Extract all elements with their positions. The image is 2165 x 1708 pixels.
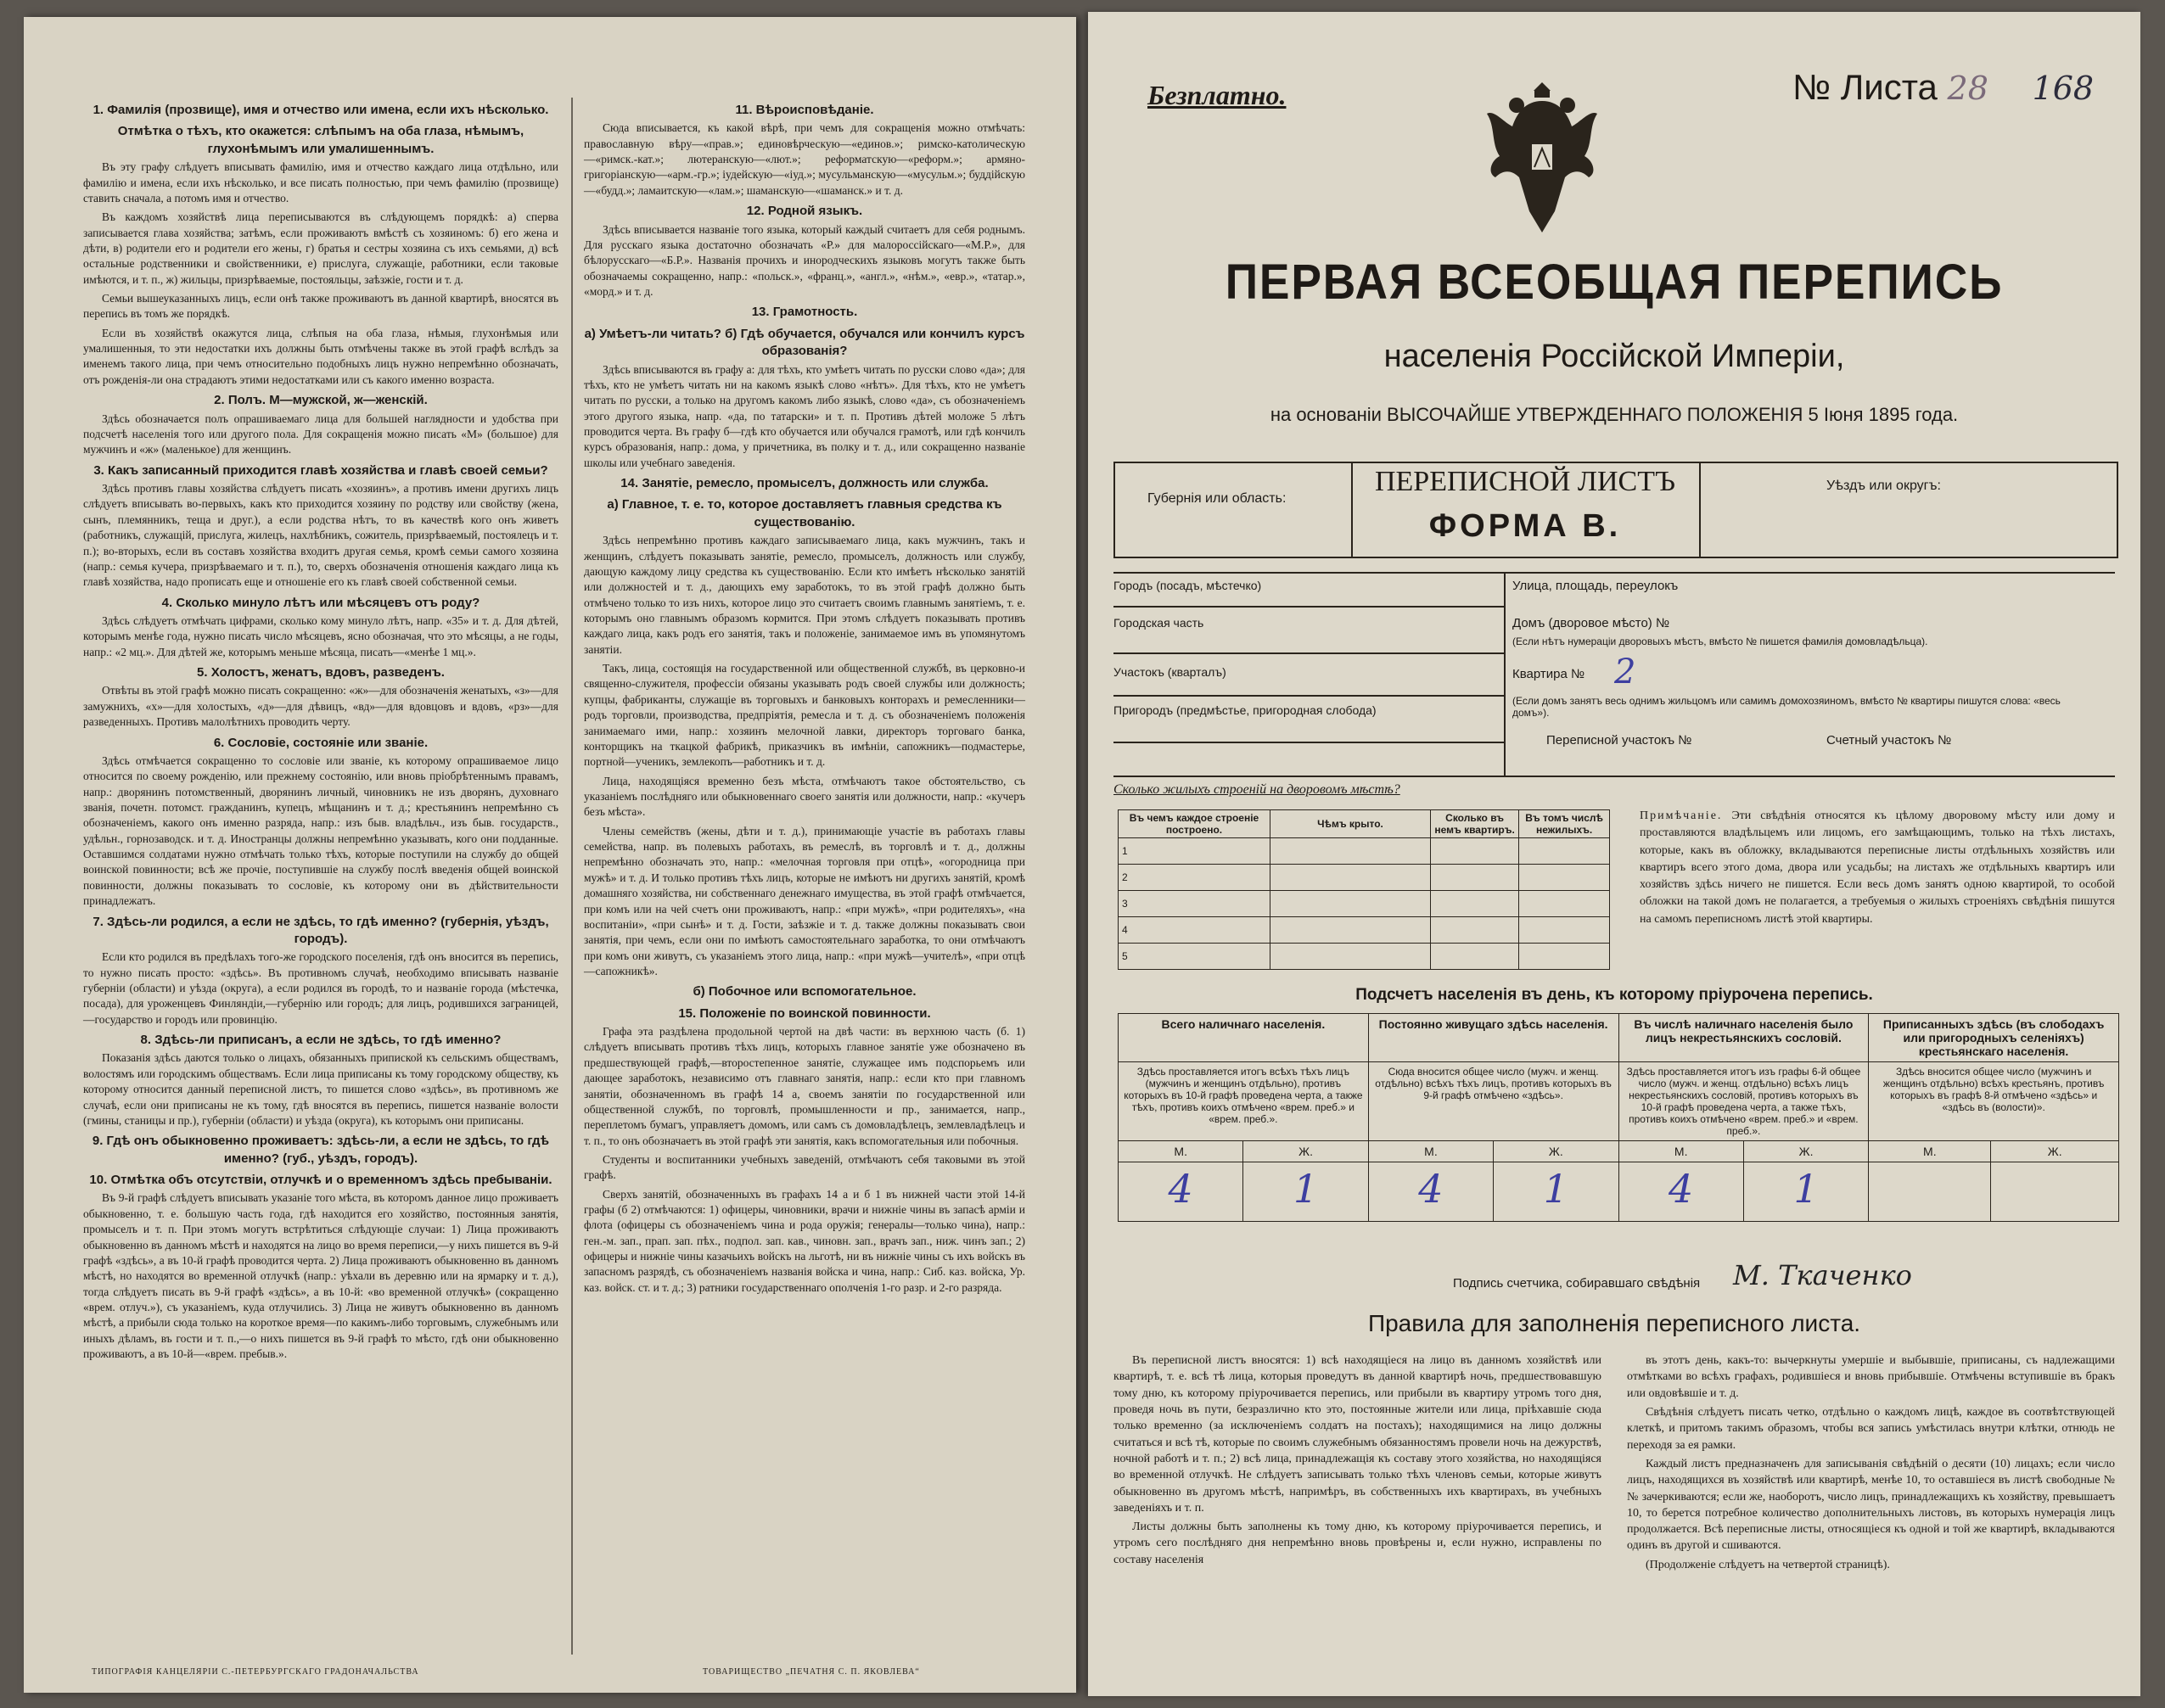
kvartira-label: Квартира № bbox=[1512, 667, 1585, 681]
instruction-paragraph: Сверхъ занятій, обозначенныхъ въ графахъ 14 а и б 1 въ нижней части этой 14-й графы (б 2) отмѣчаются: 1) офицеры, чиновники, врачи и нижніе чины въ запасѣ арміи и флота (офицеры съ обозначеніемъ чина и рода оружія; генералы—только чина), напр.: ген.-м. зап., прап. зап. пѣх., подпол. зап. кав., чиновн. зап., врачъ зап., ниж. чинъ зап.; 2) офицеры и нижніе чины казачьихъ войскъ на льготѣ, ни въ нижніе чины съ ихъ войскъ въ запасномъ разрядѣ, съ обозначеніемъ названія войска и чина, напр.: Сиб. каз. войска, Ур. каз. войск. ст. и т. д.; 3) ратники государственнаго ополченія 1-го разр. и 2-го разряда. bbox=[584, 1187, 1025, 1294]
perepis-uchastok-label: Переписной участокъ № bbox=[1546, 733, 1692, 748]
buildings-cell bbox=[1270, 838, 1431, 865]
house-note: (Если нѣтъ нумераціи дворовыхъ мѣстъ, вмѣсто № пишется фамилія домовладѣльца). bbox=[1512, 636, 1928, 647]
rule-3 bbox=[1113, 695, 1504, 697]
buildings-cell bbox=[1519, 944, 1610, 970]
instruction-heading: б) Побочное или вспомогательное. bbox=[693, 984, 917, 1000]
instruction-heading: 1. Фамилія (прозвище), имя и отчество или имена, если ихъ нѣсколько. bbox=[93, 103, 549, 117]
instruction-paragraph: Сюда вписывается, къ какой вѣрѣ, при чемъ для сокращенія можно отмѣчать: православную вѣру—«прав.»; единовѣрческую—«единов.»; римско-католическую—«римск.-кат.»; лютеранскую—«лют.»; реформатскую—«реформ.»; армяно-григоріанскую—«арм.-гр.»; іудейскую—«іуд.»; мусульманскую—«мусульм.»; буддійскую—«будд.»; ламаитскую—«лам.»; шаманскую—«шаманск.» и т. д. bbox=[584, 121, 1025, 197]
population-count-table bbox=[1118, 1013, 2119, 1222]
rules-paragraph: въ этотъ день, какъ-то: вычеркнуты умершіе и выбывшіе, приписаны, съ надлежащими отмѣтками во всѣхъ графахъ, родившіеся и вновь прибывшіе. Отмѣчены вступившіе въ бракъ или овдовѣвшіе и т. д. bbox=[1627, 1354, 2115, 1400]
instruction-paragraph: Здѣсь вписывается названіе того языка, который каждый считаетъ для себя роднымъ. Для русскаго языка достаточно обозначать «Р.» для малороссійскаго—«М.Р.», для бѣлорусскаго—«Б.Р.». Названія прочихъ и инородческихъ языковъ могутъ также быть обозначаемы сокращенно, напр.: «польск.», «франц.», «англ.», «нѣм.», «евр.», «татар.», «морд.» и т. д. bbox=[584, 222, 1025, 299]
footer-printer-left: ТИПОГРАФІЯ КАНЦЕЛЯРІИ С.-ПЕТЕРБУРГСКАГО ГРАДОНАЧАЛЬСТВА bbox=[92, 1667, 419, 1677]
instruction-heading: 9. Гдѣ онъ обыкновенно проживаетъ: здѣсь-ли, а если не здѣсь, то гдѣ именно? (губ., уѣздъ, городъ). bbox=[92, 1134, 550, 1166]
rules-column-left bbox=[1113, 1352, 1601, 1571]
count-value-handwritten bbox=[1869, 1162, 1991, 1222]
rules-paragraph: (Продолженіе слѣдуетъ на четвертой страницѣ). bbox=[1646, 1558, 1890, 1571]
count-col-non-peasant: Въ числѣ наличнаго населенія было лицъ некрестьянскихъ сословій. bbox=[1618, 1014, 1869, 1062]
instruction-paragraph: Здѣсь отмѣчается сокращенно то сословіе или званіе, къ которому опрашиваемое лицо относится по своему рожденію, или прежнему состоянію, или вновь пріобрѣтеннымъ правамъ, напр.: дворянинъ потомственный, дворянинъ личный, чиновникъ не изъ дворянъ, духовнаго званія, почетн. потомст. гражданинъ, купецъ, мѣщанинъ и т. д.; крестьянинъ непремѣнно съ обозначеніемъ, какого онъ именно разряда, напр.: изъ быв. владѣльч., изъ быв. государств., удѣльн., горнозаводск. и т. д. Иностранцы должны непремѣнно указывать, кого они подданные. Оставшимся солдатами нужно отмѣчать только тѣхъ, которые поступили на службу до общей воинской повинности; всѣ же прочіе, поступившіе на службу послѣ введенія общей воинской повинности, должны показывать то сословіе, къ которому они въ дѣйствительности принадлежатъ. bbox=[83, 753, 558, 908]
female-column-label: Ж. bbox=[1494, 1141, 1618, 1162]
instructions-column-2 bbox=[584, 98, 1025, 1299]
male-column-label: М. bbox=[1869, 1141, 1991, 1162]
address-bottom-rule bbox=[1113, 776, 2115, 777]
instruction-paragraph: Здѣсь вписываются въ графу а: для тѣхъ, кто умѣетъ читать по русски слово «да»; для тѣхъ, кто не умѣетъ читать ни на какомъ языкѣ слово «нѣтъ». Для тѣхъ, кто не умѣетъ читать по русски, а только на другомъ какомъ либо языкѣ, слово «да», съ обозначеніемъ этого другого языка, напр. «да, по татарски» и т. п. Противъ дѣтей моложе 5 лѣтъ проводится черта. Въ графу б—гдѣ кто обучается или обучался грамотѣ, или гдѣ кончилъ курсъ образованія, напр.: дома, у причетника, въ полку и т. д., или сокращенно названіе школы или учебнаго заведенія. bbox=[584, 362, 1025, 469]
buildings-row-number: 2 bbox=[1119, 865, 1270, 891]
count-value-handwritten: 1 bbox=[1494, 1162, 1618, 1222]
street-label: Улица, площадь, переулокъ bbox=[1512, 579, 1679, 593]
instruction-heading: 7. Здѣсь-ли родился, а если не здѣсь, то гдѣ именно? (губернія, уѣздъ, городъ). bbox=[93, 914, 549, 946]
male-column-label: М. bbox=[1368, 1141, 1493, 1162]
uchastok-label: Участокъ (кварталъ) bbox=[1113, 665, 1226, 679]
instruction-heading: 14. Занятіе, ремесло, промыселъ, должность или служба. bbox=[620, 476, 989, 491]
column-divider bbox=[571, 98, 573, 1655]
buildings-cell bbox=[1519, 917, 1610, 944]
house-label: Домъ (дворовое мѣсто) № bbox=[1512, 616, 1670, 630]
sheet-number-label: № Листа bbox=[1792, 67, 1938, 107]
right-page bbox=[1088, 12, 2140, 1696]
buildings-row-number: 4 bbox=[1119, 917, 1270, 944]
buildings-cell bbox=[1519, 838, 1610, 865]
buildings-cell bbox=[1270, 891, 1431, 917]
instruction-paragraph: Семьи вышеуказанныхъ лицъ, если онѣ также проживаютъ въ данной квартирѣ, вносятся въ перепись въ томъ же порядкѣ. bbox=[83, 292, 558, 321]
count-desc-permanent: Сюда вносится общее число (мужч. и женщ. отдѣльно) всѣхъ тѣхъ лицъ, противъ которыхъ въ 9-й графѣ отмѣчено «здѣсь». bbox=[1368, 1062, 1618, 1141]
instruction-heading: 15. Положеніе по воинской повинности. bbox=[678, 1005, 931, 1021]
male-column-label: М. bbox=[1119, 1141, 1243, 1162]
buildings-cell bbox=[1431, 944, 1519, 970]
instruction-heading: 6. Сословіе, состояніе или званіе. bbox=[213, 735, 429, 750]
buildings-cell bbox=[1431, 891, 1519, 917]
schet-uchastok-label: Счетный участокъ № bbox=[1826, 733, 1952, 748]
note-label: Примѣчаніе. bbox=[1640, 809, 1723, 822]
sheet-number bbox=[1792, 67, 2094, 108]
census-title: ПЕРВАЯ ВСЕОБЩАЯ ПЕРЕПИСЬ bbox=[1225, 255, 2004, 310]
instruction-paragraph: Здѣсь обозначается полъ опрашиваемаго лица для большей наглядности и удобства при подсчетѣ населенія того или другого пола. Для сокращенія можно писать «М» (большое) для мужчинъ и «ж» (маленькое) для женщинъ. bbox=[83, 412, 558, 456]
buildings-col-apartments: Сколько въ немъ квартиръ. bbox=[1431, 810, 1519, 838]
count-value-handwritten: 4 bbox=[1368, 1162, 1493, 1222]
footer-printer-right: ТОВАРИЩЕСТВО „ПЕЧАТНЯ С. П. ЯКОВЛЕВА“ bbox=[703, 1667, 920, 1677]
buildings-cell bbox=[1431, 917, 1519, 944]
kvartira-note: (Если домъ занятъ весь однимъ жильцомъ или самимъ домохозяиномъ, вмѣсто № квартиры пишутся слова: «весь домъ»). bbox=[1512, 695, 2061, 719]
address-top-rule bbox=[1113, 572, 2115, 574]
buildings-col-roof: Чѣмъ крыто. bbox=[1270, 810, 1431, 838]
instruction-paragraph: Въ эту графу слѣдуетъ вписывать фамилію, имя и отчество каждаго лица отдѣльно, или фамилію и имена, если ихъ нѣсколько, и все писать полностью, при чемъ фамилію (прозвище) ставить сначала, а потомъ имя и отчество. bbox=[83, 160, 558, 204]
buildings-col-material: Въ чемъ каждое строеніе построено. bbox=[1119, 810, 1270, 838]
buildings-note bbox=[1640, 808, 2115, 928]
gorod-label: Городъ (посадъ, мѣстечко) bbox=[1113, 579, 1262, 592]
buildings-cell bbox=[1431, 865, 1519, 891]
female-column-label: Ж. bbox=[1243, 1141, 1368, 1162]
buildings-row bbox=[1119, 917, 1610, 944]
rule-2 bbox=[1113, 652, 1504, 654]
sheet-number-handwritten: 28 bbox=[1947, 70, 1988, 107]
instruction-paragraph: Если въ хозяйствѣ окажутся лица, слѣпыя на оба глаза, нѣмыя, глухонѣмыя или умалишенныя, то эти недостатки ихъ должны быть отмѣчены также въ этой графѣ вслѣдъ за именемъ такого лица, при чемъ относительно подобныхъ лицъ нужно непремѣнно обозначать, отъ рожденія-ли она страдаютъ этими недостатками или съ какого именно возраста. bbox=[83, 326, 558, 386]
instruction-paragraph: Здѣсь противъ главы хозяйства слѣдуетъ писать «хозяинъ», а противъ имени другихъ лицъ слѣдуетъ вписывать во-первыхъ, какъ кто приходится хозяину по родству или свойству (жена, сынъ, племянникъ, теща и друг.), а если родства нѣтъ, то въ качествѣ кого онъ живетъ (работникъ, служащій, прислуга, жилецъ, нахлѣбникъ, сожитель, призрѣваемый, постоялецъ и т. п.); во-вторыхъ, если въ составъ хозяйства входитъ другая семья, кромѣ семьи самого хозяина (напр.: семья кучера, призрѣваемаго и т. п.), то, сверхъ обозначенія отношенія каждаго лица къ главѣ хозяйства, надо прописать еще и отношеніе его къ главѣ своей собственной семьи. bbox=[83, 482, 558, 589]
kvartira-handwritten: 2 bbox=[1614, 652, 1636, 692]
instruction-paragraph: Студенты и воспитанники учебныхъ заведеній, отмѣчаютъ себя таковыми въ этой графѣ. bbox=[584, 1152, 1025, 1182]
instruction-paragraph: Графа эта раздѣлена продольной чертой на двѣ части: въ верхнюю часть (б. 1) слѣдуетъ вписывать противъ тѣхъ лицъ, которыхъ главное занятіе уже обозначено въ предшествующей графѣ,—второстепенное занятіе, служащее имъ подспорьемъ или дающее заработокъ, независимо отъ главнаго занятія, напр.: если кто при главномъ занятіи, обозначенномъ въ графѣ 14 а, своемъ занятіи по государственной или общественной службѣ, по торговлѣ, промышленности и пр., занимается, напр., переплетомъ бумагъ, управляетъ домомъ, или самъ съ домовладѣлецъ, землевладѣлецъ и т. п., то онъ обозначаетъ въ этой графѣ эти занятія, какъ вспомогательныя или побочныя. bbox=[584, 1025, 1025, 1147]
count-col-total: Всего наличнаго населенія. bbox=[1119, 1014, 1369, 1062]
census-subtitle: населенія Россійской Имперіи, bbox=[1383, 339, 1845, 374]
instruction-paragraph: Здѣсь слѣдуетъ отмѣчать цифрами, сколько кому минуло лѣтъ, напр. «35» и т. д. Для дѣтей, которымъ менѣе года, нужно писать число мѣсяцевъ, ясно обозначая, что это мѣсяцы, а не годы, напр.: «2 мц.». Для дѣтей же, которымъ меньше мѣсяца, писать—«менѣе 1 мц.». bbox=[83, 613, 558, 658]
double-headed-eagle-emblem bbox=[1478, 76, 1606, 237]
count-title: Подсчетъ населенія въ день, къ которому пріурочена перепись. bbox=[1355, 986, 1873, 1004]
female-column-label: Ж. bbox=[1991, 1141, 2119, 1162]
address-divider bbox=[1504, 572, 1506, 776]
free-label: Безплатно. bbox=[1147, 80, 1287, 110]
uezd-label: Уѣздъ или округъ: bbox=[1826, 479, 1941, 493]
buildings-question: Сколько жилыхъ строеній на дворовомъ мѣстѣ? bbox=[1113, 782, 1400, 797]
instruction-heading: 10. Отмѣтка объ отсутствіи, отлучкѣ и о временномъ здѣсь пребываніи. bbox=[89, 1173, 552, 1188]
buildings-cell bbox=[1270, 917, 1431, 944]
count-value-handwritten bbox=[1991, 1162, 2119, 1222]
rules-paragraph: Свѣдѣнія слѣдуетъ писать четко, отдѣльно о каждомъ лицѣ, каждое въ соотвѣтствующей клеткѣ, и притомъ такимъ образомъ, чтобы вся запись умѣстилась внутри клѣтки, отнюдь не переходя за ея рамки. bbox=[1627, 1405, 2115, 1452]
rules-paragraph: Въ переписной листъ вносятся: 1) всѣ находящіеся на лицо въ данномъ хозяйствѣ или квартирѣ, т. е. всѣ тѣ лица, которыя проведутъ въ данной квартирѣ ночь, предшествовавшую тому дню, къ которому пріурочивается перепись, или прибыли въ квартиру утромъ того дня, проведя ночь въ пути, безразлично кто это, постоянные жители или лица, пріѣхавшіе сюда только временно (за исключеніемъ солдатъ на постахъ); находящимися на лицо должны считаться и всѣ тѣ, которые по своимъ служебнымъ обязанностямъ провели ночь на дежурствѣ, ночной работѣ и т. п.; 2) всѣ лица, принадлежащія къ составу этого хозяйства, но находящіяся во временной отлучкѣ. Не слѣдуетъ записывать только тѣхъ членовъ семьи, которые живутъ обыкновенно въ другомъ мѣстѣ, напримѣръ, въ собственныхъ ихъ квартирахъ, въ учебныхъ заведеніяхъ и т. п. bbox=[1113, 1354, 1601, 1515]
instruction-paragraph: Лица, находящіяся временно безъ мѣста, отмѣчаютъ такое обстоятельство, съ указаніемъ послѣдняго или обыкновеннаго своего занятія или должности, напр.: «кучеръ безъ мѣста». bbox=[584, 774, 1025, 819]
instruction-heading: 5. Холостъ, женатъ, вдовъ, разведенъ. bbox=[197, 665, 445, 680]
rules-paragraph: Листы должны быть заполнены къ тому дню, къ которому пріурочивается перепись, и утромъ сего послѣдняго дня непремѣнно вновь провѣрены и, если нужно, исправлены по составу населенія bbox=[1113, 1520, 1601, 1566]
gubernia-label: Губернія или область: bbox=[1147, 491, 1287, 506]
rules-title: Правила для заполненія переписного листа. bbox=[1367, 1310, 1861, 1336]
female-column-label: Ж. bbox=[1743, 1141, 1868, 1162]
count-desc-total: Здѣсь проставляется итогъ всѣхъ тѣхъ лицъ (мужчинъ и женщинъ отдѣльно), противъ которыхъ въ 10-й графѣ проведена черта, а также тѣхъ, противъ коихъ отмѣчено «врем. преб.» и «врем. преб.». bbox=[1119, 1062, 1369, 1141]
buildings-row-number: 1 bbox=[1119, 838, 1270, 865]
count-value-handwritten: 4 bbox=[1618, 1162, 1743, 1222]
buildings-cell bbox=[1431, 838, 1519, 865]
count-desc-peasant: Здѣсь вносится общее число (мужчинъ и женщинъ отдѣльно) всѣхъ крестьянъ, противъ которыхъ въ графѣ 8-й отмѣчено «здѣсь» и «здѣсь въ (волости)». bbox=[1869, 1062, 2119, 1141]
count-col-peasant: Приписанныхъ здѣсь (въ слободахъ или пригородныхъ селеніяхъ) крестьянскаго населенія. bbox=[1869, 1014, 2119, 1062]
instruction-paragraph: Члены семействъ (жены, дѣти и т. д.), принимающіе участіе въ работахъ главы семейства, напр. въ полевыхъ работахъ, въ ремеслѣ, въ торговлѣ и т. д., должны непремѣнно обозначать это, напр.: «мелочная торговля при отцѣ», «огородница при мужѣ» и т. д. И только противъ тѣхъ лицъ, которые не имѣютъ ни другихъ занятій, кромѣ домашняго хозяйства, ни собственнаго денежнаго имущества, въ этой графѣ отмѣчается, при комъ или на чей счетъ они проживаютъ, напр.: «при мужѣ», «при родителяхъ», «на воспитаніи», «при сынѣ» и т. д. Гости, заѣзжіе и т. д. также должны показывать свои занятія, при чемъ, если они по имѣютъ самостоятельнаго заработка, то они отмѣчаютъ при комъ они живутъ, съ указаніемъ этого лица, напр.: «при мужѣ—учителѣ», «при отцѣ—сапожникѣ». bbox=[584, 824, 1025, 977]
buildings-cell bbox=[1270, 865, 1431, 891]
signature-label: Подпись счетчика, собиравшаго свѣдѣнія bbox=[1453, 1276, 1701, 1291]
buildings-cell bbox=[1270, 944, 1431, 970]
instruction-paragraph: Въ каждомъ хозяйствѣ лица переписываются въ слѣдующемъ порядкѣ: а) сперва записывается глава хозяйства; затѣмъ, если проживаютъ вмѣстѣ съ хозяиномъ: б) его жена и дѣти, в) родители его и родители его жены, г) братья и сестры хозяина съ ихъ семьями, д) всѣ остальные родственники и свойственники, е) прислуга, служащіе, работники, если таковые имѣются, и т. п., ж) жильцы, призрѣваемые, постояльцы, заѣзжіе, гости и т. д. bbox=[83, 210, 558, 286]
census-basis: на основаніи ВЫСОЧАЙШЕ УТВЕРЖДЕННАГО ПОЛОЖЕНІЯ 5 Іюня 1895 года. bbox=[1270, 404, 1959, 425]
count-value-handwritten: 1 bbox=[1743, 1162, 1868, 1222]
note-text: Эти свѣдѣнія относятся къ цѣлому дворовому мѣсту или дому и проставляются владѣльцемъ или лицомъ, его замѣщающимъ, только на тѣхъ листахъ, которые, какъ въ обложку, вкладываются переписные листы отдѣльныхъ хозяйствъ или квартиръ всего этого дома, двора или усадьбы; на листахъ же отдѣльныхъ квартиръ или хозяйствъ здѣсь ничего не пишется. Если весь домъ занятъ одною квартирой, то особой обложки на такой домъ не полагается, а требуемыя о жилыхъ строеніяхъ свѣдѣнія пишутся на самомъ переписномъ листѣ этой квартиры. bbox=[1640, 809, 2115, 926]
instruction-heading: 2. Полъ. М—мужской, ж—женскій. bbox=[214, 393, 428, 408]
count-value-handwritten: 1 bbox=[1243, 1162, 1368, 1222]
count-value-handwritten: 4 bbox=[1119, 1162, 1243, 1222]
instruction-paragraph: Здѣсь непремѣнно противъ каждаго записываемаго лица, какъ мужчинъ, такъ и женщинъ, слѣдуетъ показывать занятіе, ремесло, промыселъ, должность или службу, дающую каждому лицу средства къ существованію. Если кто имѣетъ нѣсколько занятій или должностей и т. д., дающихъ ему заработокъ, то въ этой графѣ должно быть отмѣчено только то изъ нихъ, которое лицо это считаетъ своимъ главнымъ занятіемъ, т. е. которымъ оно главнымъ образомъ кормится. При этомъ слѣдуетъ показывать противъ каждаго лица, какъ родъ его занятія, такъ и положеніе, занимаемое имъ въ упомянутомъ занятіи. bbox=[584, 534, 1025, 656]
buildings-row bbox=[1119, 865, 1610, 891]
instruction-heading: 3. Какъ записанный приходится главѣ хозяйства и главѣ своей семьи? bbox=[93, 462, 548, 478]
instruction-heading: 11. Вѣроисповѣданіе. bbox=[735, 103, 874, 117]
instruction-heading: 8. Здѣсь-ли приписанъ, а если не здѣсь, то гдѣ именно? bbox=[140, 1033, 502, 1048]
rules-paragraph: Каждый листъ предназначенъ для записыванія свѣдѣній о десяти (10) лицахъ; если число лицъ, находящихся въ хозяйствѣ или квартирѣ, менѣе 10, то оставшіеся въ листѣ свободные №№ зачеркиваются; если же, наоборотъ, число лицъ, принадлежащихъ къ хозяйству, превышаетъ 10, то берется потребное количество дополнительныхъ листовъ, въ которыхъ нумерація лицъ продолжается. Всѣ переписные листы, относящіеся къ одной и той же квартирѣ, вкладываются одинъ въ другой и сшиваются. bbox=[1627, 1457, 2115, 1553]
rule-4 bbox=[1113, 742, 1504, 743]
buildings-cell bbox=[1519, 891, 1610, 917]
instruction-heading: 13. Грамотность. bbox=[751, 305, 858, 320]
left-page bbox=[24, 17, 1076, 1693]
instruction-heading: а) Умѣетъ-ли читать? б) Гдѣ обучается, обучался или кончилъ курсъ образованія? bbox=[584, 326, 1025, 359]
instruction-paragraph: Отвѣты въ этой графѣ можно писать сокращенно: «ж»—для обозначенія женатыхъ, «з»—для замужнихъ, «х»—для холостыхъ, «д»—для дѣвицъ, «вд»—для вдовцовъ и вдовъ, «рз»—для разведенныхъ. Противъ малолѣтнихъ проводить черту. bbox=[83, 684, 558, 729]
form-letter: ФОРМА В. bbox=[1428, 508, 1622, 544]
instructions-column-1 bbox=[83, 98, 558, 1365]
prigorod-label: Пригородъ (предмѣстье, пригородная слобода) bbox=[1113, 703, 1377, 717]
header-divider-right bbox=[1699, 462, 1701, 557]
buildings-col-nonresidential: Въ томъ числѣ нежилыхъ. bbox=[1519, 810, 1610, 838]
instruction-paragraph: Показанія здѣсь даются только о лицахъ, обязанныхъ припиской къ сельскимъ обществамъ, волостямъ или городскимъ обществамъ. Если лица приписаны къ тому городскому обществу, къ которому относится данный переписной листъ, то пишется слово «здѣсь», въ противномъ же случаѣ, если они приписаны не къ тому, гдѣ вносятся въ перепись, пишется названіе волости (гмины, станицы и пр.), губерніи (области) и уѣзда (округа), къ которымъ они приписаны. bbox=[83, 1051, 558, 1127]
buildings-row-number: 3 bbox=[1119, 891, 1270, 917]
buildings-table bbox=[1118, 809, 1610, 970]
instruction-heading: 4. Сколько минуло лѣтъ или мѣсяцевъ отъ роду? bbox=[161, 595, 480, 610]
rule-1 bbox=[1113, 606, 1504, 608]
instruction-heading: Отмѣтка о тѣхъ, кто окажется: слѣпымъ на оба глаза, нѣмымъ, глухонѣмымъ или умалишеннымъ. bbox=[117, 124, 524, 156]
header-divider-left bbox=[1351, 462, 1353, 557]
count-desc-non-peasant: Здѣсь проставляется итогъ изъ графы 6-й общее число (мужч. и женщ. отдѣльно) всѣхъ лицъ некрестьянскихъ сословій, противъ которыхъ въ 10-й графѣ проведена черта, а также тѣхъ, противъ коихъ отмѣчено «врем. преб.» и «врем. преб.». bbox=[1618, 1062, 1869, 1141]
count-col-permanent: Постоянно живущаго здѣсь населенія. bbox=[1368, 1014, 1618, 1062]
signature-handwritten: М. Ткаченко bbox=[1733, 1259, 1912, 1291]
buildings-row bbox=[1119, 944, 1610, 970]
male-column-label: М. bbox=[1618, 1141, 1743, 1162]
buildings-row bbox=[1119, 891, 1610, 917]
instruction-heading: а) Главное, т. е. то, которое доставляетъ главныя средства къ существованію. bbox=[607, 497, 1002, 529]
instruction-paragraph: Такъ, лица, состоящія на государственной или общественной службѣ, въ церковно-и священно-служителя, профессіи обязаны указывать родъ своей службы или должность; купцы, фабриканты, служащіе въ торговыхъ и банковыхъ конторахъ и ремесленники—родъ торговли, производства, предпріятія, ремесла и т. д. съ обозначеніемъ положенія занимаемаго ими, напр.: хозяинъ мелочной лавки, директоръ торговаго банка, конторщикъ на ткацкой фабрикѣ, приказчикъ въ имѣніи, сапожникъ—подмастерье, портной—ученикъ, землекопъ—работникъ и т. д. bbox=[584, 662, 1025, 769]
buildings-row bbox=[1119, 838, 1610, 865]
instruction-paragraph: Въ 9-й графѣ слѣдуетъ вписывать указаніе того мѣста, въ которомъ данное лицо проживаетъ обыкновенно, т. е. большую часть года, гдѣ находится его хозяйство, постоянныя занятія, промыселъ и т. п. При этомъ могутъ встрѣтиться слѣдующіе случаи: 1) Лица проживаютъ обыкновенно въ данномъ мѣстѣ и находятся на лицо во время переписи,—у нихъ пишется въ 9-й графѣ «здѣсь», а въ 10-й графѣ проводится черта. 2) Лица проживаютъ обыкновенно въ данномъ мѣстѣ, но находятся во временной отлучкѣ (напр.: уѣхали въ деревню или на ярмарку и т. д.), тогда слѣдуетъ писать въ 9-й графѣ «здѣсь», а въ 10-й: «во временной отлучкѣ» (сокращенно «врем. отлуч.»), съ указаніемъ, куда отлучились. 3) Лица не живутъ обыкновенно въ данномъ мѣстѣ, а прибыли сюда только на короткое время—по какимъ-либо торговымъ, служебнымъ или иныхъ дѣламъ, въ гости и т. п.,—о нихъ пишется въ 9-й графѣ то мѣсто, гдѣ они обыкновенно проживаютъ, а въ 10-й—«врем. пребыв.». bbox=[83, 1191, 558, 1361]
corner-number-handwritten: 168 bbox=[2032, 70, 2095, 107]
rules-column-right bbox=[1627, 1352, 2115, 1576]
city-part-label: Городская часть bbox=[1113, 616, 1204, 630]
form-title: ПЕРЕПИСНОЙ ЛИСТЪ bbox=[1374, 466, 1675, 497]
buildings-row-number: 5 bbox=[1119, 944, 1270, 970]
instruction-heading: 12. Родной языкъ. bbox=[746, 204, 863, 219]
instruction-paragraph: Если кто родился въ предѣлахъ того-же городского поселенія, гдѣ онъ вносится въ перепись, то нужно писать просто: «здѣсь». Въ противномъ случаѣ, необходимо вписывать названіе губерніи (области) и уѣзда (округа), а если родился въ городѣ, то и названіе города (мѣстечка, посада), для уроженцевъ Финляндіи,—губернію или городъ; для лицъ, родившихся заграницей,—государство и городъ или провинцію. bbox=[83, 950, 558, 1026]
buildings-cell bbox=[1519, 865, 1610, 891]
